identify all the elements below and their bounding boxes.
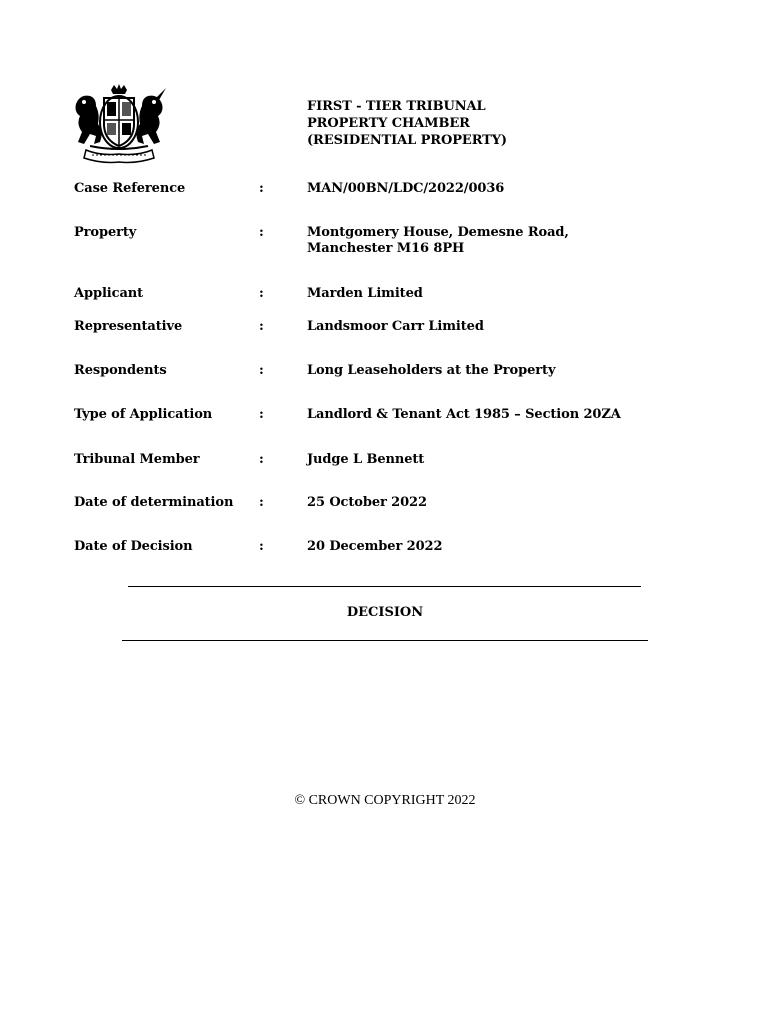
field-label: Case Reference <box>74 181 186 196</box>
field-value-line-2: Manchester M16 8PH <box>307 241 465 256</box>
royal-coat-of-arms-icon <box>70 84 168 164</box>
field-colon: : <box>259 286 264 301</box>
field-label: Tribunal Member <box>74 452 200 467</box>
tribunal-heading-line-2: PROPERTY CHAMBER <box>307 116 470 131</box>
field-label: Date of determination <box>74 495 234 510</box>
divider-top <box>128 586 641 587</box>
field-colon: : <box>259 452 264 467</box>
field-label: Applicant <box>74 286 144 301</box>
field-colon: : <box>259 407 264 422</box>
field-label: Respondents <box>74 363 167 378</box>
field-value: MAN/00BN/LDC/2022/0036 <box>307 181 505 196</box>
tribunal-heading-line-1: FIRST - TIER TRIBUNAL <box>307 99 486 114</box>
field-value: Landsmoor Carr Limited <box>307 319 484 334</box>
field-label: Property <box>74 225 137 240</box>
field-value: 25 October 2022 <box>307 495 427 510</box>
field-label: Date of Decision <box>74 539 193 554</box>
field-label: Type of Application <box>74 407 213 422</box>
field-value: Landlord & Tenant Act 1985 – Section 20ZA <box>307 407 621 422</box>
field-label: Representative <box>74 319 183 334</box>
field-value: 20 December 2022 <box>307 539 443 554</box>
tribunal-heading-line-3: (RESIDENTIAL PROPERTY) <box>307 133 507 148</box>
field-colon: : <box>259 225 264 240</box>
decision-title: DECISION <box>346 605 424 620</box>
tribunal-heading <box>307 98 507 149</box>
field-value: Marden Limited <box>307 286 423 301</box>
field-colon: : <box>259 539 264 554</box>
divider-bottom <box>122 640 648 641</box>
field-colon: : <box>259 363 264 378</box>
field-colon: : <box>259 181 264 196</box>
copyright-notice: © CROWN COPYRIGHT 2022 <box>294 793 476 808</box>
field-value: Long Leaseholders at the Property <box>307 363 556 378</box>
field-value: Montgomery House, Demesne Road, <box>307 225 569 240</box>
field-colon: : <box>259 495 264 510</box>
field-colon: : <box>259 319 264 334</box>
field-value: Judge L Bennett <box>307 452 425 467</box>
